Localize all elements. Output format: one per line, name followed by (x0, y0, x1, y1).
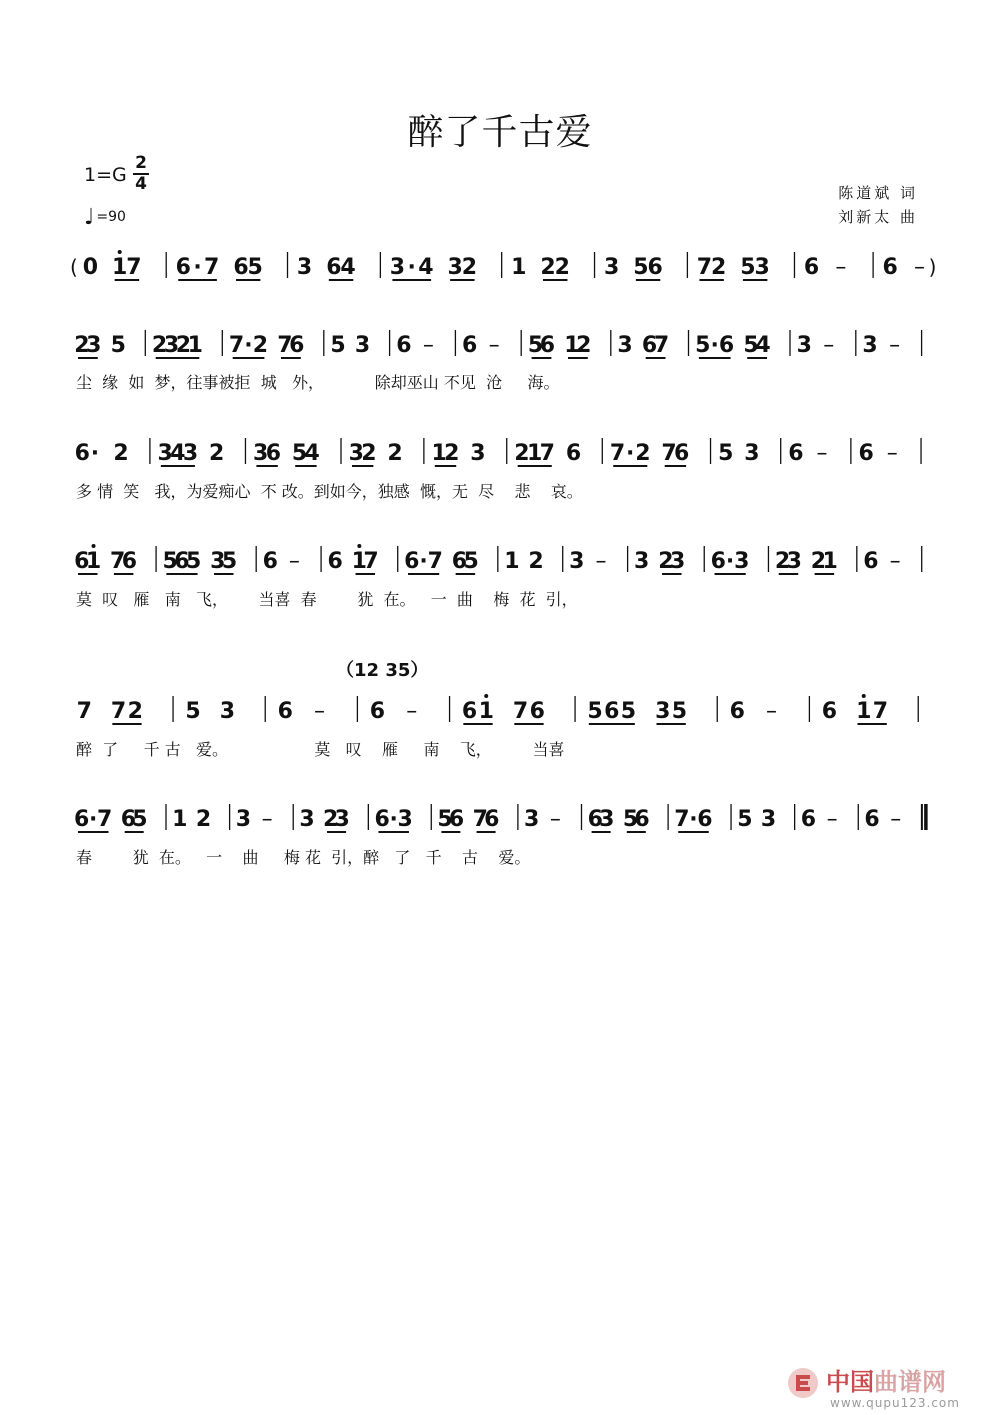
note: 6 (729, 699, 745, 724)
note: 4 (304, 441, 320, 466)
note: 6 (539, 333, 556, 358)
note: · (419, 549, 428, 574)
note: 1 (856, 699, 872, 724)
note: 7 (97, 807, 113, 832)
note: 3 (397, 807, 413, 832)
note: 7 (472, 807, 488, 832)
note: 1 (85, 549, 102, 574)
note: 7 (539, 441, 555, 466)
note: 6 (462, 333, 478, 358)
tempo-marking (84, 205, 126, 230)
note: · (689, 807, 698, 832)
note: 6 (788, 441, 804, 466)
note: 6 (289, 333, 305, 358)
note: 2 (635, 441, 651, 466)
time-signature-bottom: 4 (135, 174, 147, 194)
site-logo-icon (786, 1366, 820, 1400)
hold-dash: – (889, 549, 901, 574)
note: 6 (604, 699, 620, 724)
hold-dash: – (288, 549, 300, 574)
hold-dash: – (488, 333, 500, 358)
note: 7 (204, 255, 220, 280)
note: 2 (554, 255, 570, 280)
note: 6 (396, 333, 412, 358)
note: 5 (221, 549, 238, 574)
hold-dash: – (826, 807, 838, 832)
time-signature (133, 154, 149, 194)
note: 6 (674, 441, 690, 466)
note: 1 (526, 441, 543, 466)
lyrics-line-3: 多 情 笑 我，为爱痴心 不 改。到如今，独感 慨，无 尽 悲 哀。 (76, 482, 583, 501)
note: 6 (404, 549, 420, 574)
hold-dash: – (549, 807, 561, 832)
note: 6 (803, 255, 820, 280)
note: 6 (697, 807, 713, 832)
bracket-open: ( (70, 255, 78, 279)
note: 1 (478, 699, 494, 724)
note: 6 (175, 255, 191, 280)
note: 7 (872, 699, 889, 724)
note: 6 (634, 807, 650, 832)
note: 2 (444, 441, 460, 466)
octave-dot (862, 694, 866, 698)
note: 7 (76, 699, 92, 724)
note: 6 (448, 807, 465, 832)
score-line-2 (0, 322, 1000, 372)
note: 6 (74, 441, 90, 466)
note: 5 (185, 549, 202, 574)
hold-dash: – (816, 441, 828, 466)
note: 6 (233, 255, 249, 280)
note: 1 (351, 549, 367, 574)
score-line-4 (0, 538, 1000, 588)
lyricist-credit: 陈道斌 词 (838, 184, 918, 202)
note: 7 (609, 441, 626, 466)
note: 7 (110, 549, 126, 574)
score-line-2-svg (0, 322, 1000, 372)
quarter-note-icon: ♩ (84, 205, 95, 230)
note: 1 (822, 549, 838, 574)
note: 2 (540, 255, 556, 280)
note: · (90, 441, 100, 466)
note: 3 (754, 255, 770, 280)
note: 3 (299, 807, 315, 832)
note: 6 (74, 549, 90, 574)
note: 2 (151, 333, 168, 358)
note: 6 (863, 549, 879, 574)
bracket-close: ) (928, 255, 937, 279)
note: 5 (162, 549, 178, 574)
note: 2 (175, 333, 192, 358)
note: 5 (527, 333, 544, 358)
note: 7 (653, 333, 670, 358)
hold-dash: – (823, 333, 835, 358)
hold-dash: – (889, 333, 901, 358)
site-name: 中国曲谱网 (826, 1367, 946, 1396)
note: 3 (734, 549, 750, 574)
note: 3 (334, 807, 350, 832)
note: 6 (326, 255, 342, 280)
note: 3 (348, 441, 364, 466)
time-signature-top: 2 (133, 154, 149, 175)
note: 5 (185, 699, 201, 724)
note: 6 (821, 699, 838, 724)
tempo-value: =90 (96, 209, 126, 225)
hold-dash: – (595, 549, 607, 574)
note: 4 (755, 333, 771, 358)
score-line-5-svg (0, 648, 1000, 728)
note: 6 (647, 255, 663, 280)
note: 6 (710, 549, 726, 574)
note: 3 (760, 807, 777, 832)
note: 6 (484, 807, 500, 832)
note: 5 (740, 255, 756, 280)
site-watermark (786, 1360, 996, 1412)
note: 7 (110, 699, 127, 724)
note: 4 (418, 255, 434, 280)
note: 6 (265, 441, 282, 466)
note: 1 (511, 255, 527, 280)
note: 6 (327, 549, 343, 574)
note: 2 (528, 549, 544, 574)
score-line-1 (0, 244, 1000, 294)
lyrics-line-6: 春 犹 在。 一 曲 梅 花 引，醉 了 千 古 爱。 (76, 848, 531, 867)
lyrics-line-5: 醉 了 千 古 爱。 莫 叹 雁 南 飞， 当喜 (76, 740, 565, 759)
note: 5 (110, 333, 126, 358)
note: 3 (617, 333, 633, 358)
note: 2 (208, 441, 225, 466)
note: 7 (674, 807, 690, 832)
note: 5 (330, 333, 346, 358)
note: 1 (172, 807, 188, 832)
note: 2 (774, 549, 791, 574)
hold-dash: – (406, 699, 418, 724)
note: 2 (127, 699, 143, 724)
hold-dash: – (261, 807, 273, 832)
note: 2 (514, 441, 530, 466)
note: 6 (565, 441, 582, 466)
octave-dot (357, 544, 361, 548)
note: · (626, 441, 635, 466)
note: 6 (262, 549, 278, 574)
note: 5 (633, 255, 649, 280)
note: 5 (291, 441, 308, 466)
note: 6 (641, 333, 658, 358)
note: 0 (82, 255, 99, 280)
score-line-6 (0, 796, 1000, 846)
note: 3 (599, 807, 615, 832)
octave-dot (118, 250, 122, 254)
note: 2 (361, 441, 377, 466)
note: 6 (864, 807, 880, 832)
note: 3 (219, 699, 236, 724)
note: 6 (882, 255, 898, 280)
note: 3 (569, 549, 585, 574)
note: 3 (182, 441, 199, 466)
note: 6 (858, 441, 874, 466)
note: 2 (658, 549, 674, 574)
note: 7 (363, 549, 379, 574)
note: 6 (374, 807, 390, 832)
note: 3 (862, 333, 878, 358)
note: 5 (620, 699, 637, 724)
note: 6 (121, 549, 138, 574)
score-line-3-svg (0, 430, 1000, 480)
note: 7 (228, 333, 245, 358)
interlude-notes: （12 35） (336, 660, 429, 681)
note: 3 (524, 807, 540, 832)
note: 5 (695, 333, 711, 358)
note: 3 (389, 255, 406, 280)
note: 1 (187, 333, 203, 358)
note: 2 (461, 255, 478, 280)
note: 5 (622, 807, 639, 832)
note: · (89, 807, 98, 832)
note: 2 (195, 807, 212, 832)
note: · (244, 333, 253, 358)
note: 3 (655, 699, 671, 724)
note: 4 (170, 441, 186, 466)
note: 3 (296, 255, 313, 280)
hold-dash: – (913, 255, 925, 280)
score-line-3 (0, 430, 1000, 480)
note: 2 (576, 333, 592, 358)
note: · (710, 333, 719, 358)
note: · (725, 549, 735, 574)
note: 3 (796, 333, 812, 358)
hold-dash: – (835, 255, 847, 280)
hold-dash: – (422, 333, 434, 358)
lyrics-line-2: 尘 缘 如 梦，往事被拒 城 外， 除却巫山 不见 沧 海。 (76, 373, 560, 392)
note: 3 (253, 441, 269, 466)
note: 6 (718, 333, 735, 358)
composer-credit: 刘新太 曲 (838, 208, 918, 226)
note: 1 (564, 333, 580, 358)
note: 3 (157, 441, 173, 466)
score-line-5 (0, 648, 1000, 728)
hold-dash: – (314, 699, 326, 724)
note: 3 (86, 333, 102, 358)
note: 5 (671, 699, 688, 724)
score-line-6-svg (0, 796, 1000, 846)
note: · (407, 255, 416, 280)
note: 3 (470, 441, 486, 466)
note: 2 (387, 441, 403, 466)
note: 5 (463, 549, 479, 574)
note: 7 (126, 255, 142, 280)
note: 5 (437, 807, 453, 832)
note: 2 (113, 441, 129, 466)
site-url: www.qupu123.com (830, 1396, 960, 1410)
note: 6 (461, 699, 478, 724)
note: 3 (786, 549, 802, 574)
octave-dot (484, 694, 488, 698)
note: 3 (603, 255, 620, 280)
note: 5 (737, 807, 753, 832)
note: 4 (340, 255, 356, 280)
note: 5 (247, 255, 263, 280)
note: 1 (112, 255, 128, 280)
note: 3 (669, 549, 686, 574)
note: 3 (235, 807, 252, 832)
octave-dot (92, 544, 96, 548)
song-title: 醉了千古爱 (407, 112, 593, 153)
hold-dash: – (890, 807, 902, 832)
note: 6 (120, 807, 137, 832)
note: 3 (744, 441, 760, 466)
note: · (389, 807, 398, 832)
note: 6 (800, 807, 817, 832)
note: 1 (504, 549, 520, 574)
note: 2 (74, 333, 90, 358)
note: 5 (587, 699, 603, 724)
note: 7 (696, 255, 713, 280)
note: 1 (431, 441, 447, 466)
note: 6 (369, 699, 386, 724)
note: 7 (427, 549, 443, 574)
score-line-4-svg (0, 538, 1000, 588)
note: 5 (132, 807, 148, 832)
note: 5 (718, 441, 734, 466)
note: 6 (277, 699, 293, 724)
note: 2 (810, 549, 827, 574)
note: 3 (447, 255, 463, 280)
lyrics-line-4: 莫 叹 雁 南 飞， 当喜 春 犹 在。 一 曲 梅 花 引， (76, 590, 578, 609)
note: 2 (323, 807, 339, 832)
note: 3 (210, 549, 226, 574)
note: 6 (451, 549, 468, 574)
key-signature: 1=G (84, 164, 127, 186)
note: 3 (163, 333, 180, 358)
hold-dash: – (886, 441, 898, 466)
note: 7 (512, 699, 529, 724)
note: 6 (529, 699, 545, 724)
note: · (193, 255, 202, 280)
note: 6 (587, 807, 603, 832)
note: 6 (174, 549, 190, 574)
hold-dash: – (766, 699, 778, 724)
note: 6 (74, 807, 90, 832)
note: 7 (661, 441, 677, 466)
note: 3 (634, 549, 650, 574)
note: 2 (711, 255, 727, 280)
score-line-1-svg (0, 244, 1000, 294)
note: 3 (354, 333, 371, 358)
note: 2 (252, 333, 269, 358)
note: 5 (743, 333, 759, 358)
note: 7 (277, 333, 293, 358)
